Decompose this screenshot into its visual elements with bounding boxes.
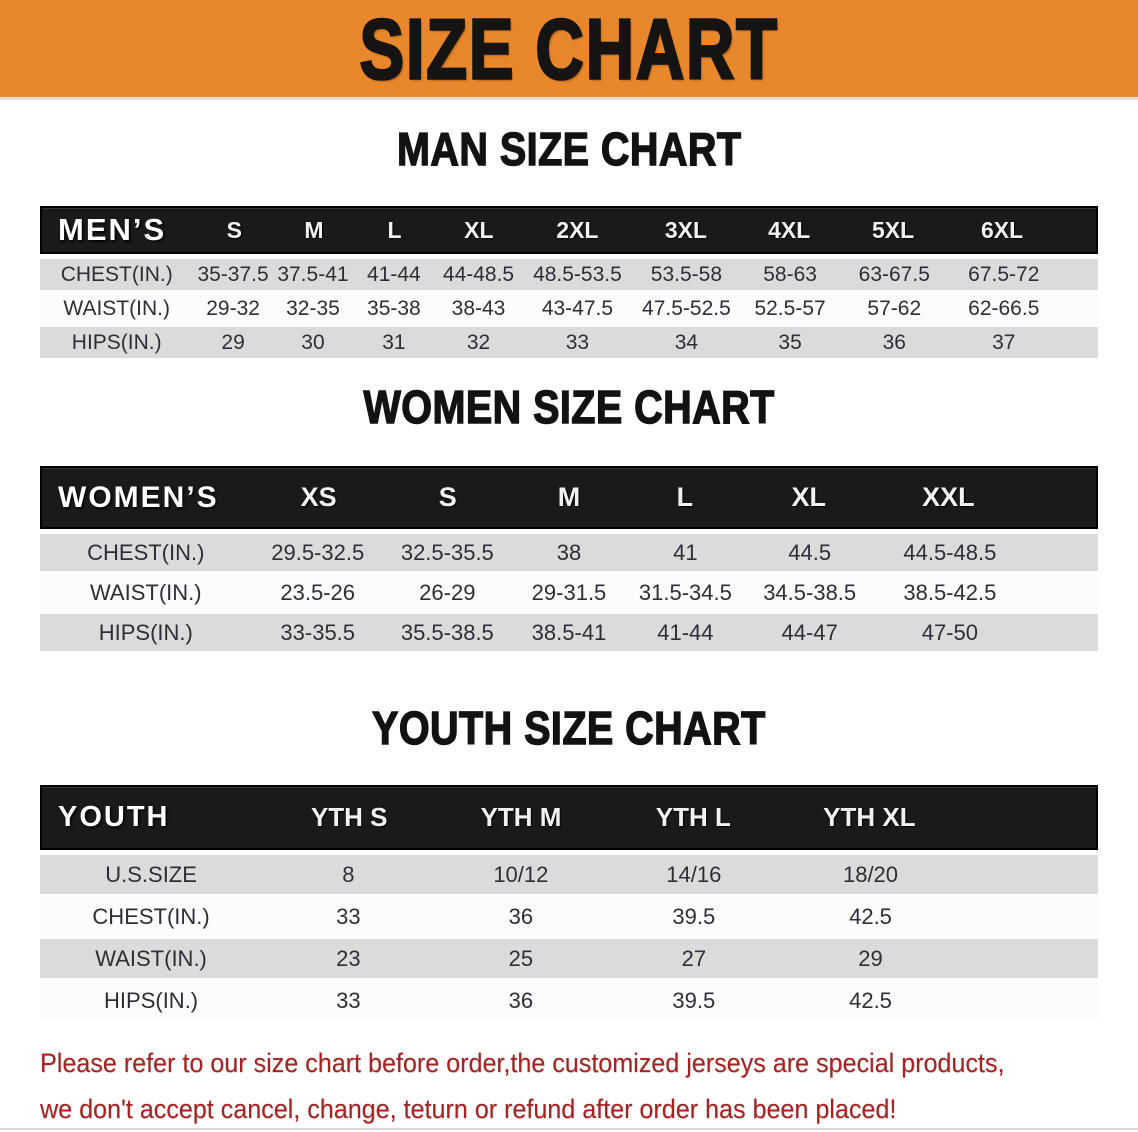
mens-waist-row (40, 290, 1098, 324)
women-section-heading (0, 382, 1138, 444)
size-cell: 33 (336, 987, 361, 1013)
size-cell: 29 (858, 945, 883, 971)
mens-table-header (40, 206, 1098, 254)
womens-corner-label: WOMEN’S (58, 480, 219, 514)
man-section-heading-text: MAN SIZE CHART (396, 123, 742, 175)
size-cell: 44-47 (781, 619, 838, 645)
size-cell: 37 (992, 330, 1016, 354)
size-cell: 36 (882, 330, 906, 354)
size-col-header: XL (791, 482, 827, 512)
size-col-header: YTH XL (823, 802, 916, 832)
size-cell: 42.5 (849, 987, 892, 1013)
women-section-heading-text: WOMEN SIZE CHART (363, 381, 775, 433)
size-col-header: S (438, 482, 457, 512)
size-cell: 23.5-26 (280, 579, 356, 605)
womens-chest-row (40, 531, 1098, 571)
womens-waist-row (40, 571, 1098, 611)
womens-hips-row (40, 611, 1098, 651)
size-cell: 38.5-42.5 (903, 579, 997, 605)
size-cell: 63-67.5 (858, 262, 930, 286)
size-cell: 44-48.5 (442, 262, 515, 286)
size-cell: 29-32 (206, 296, 260, 320)
size-cell: 32 (466, 330, 491, 354)
youth-size-table (40, 785, 1098, 1020)
youth-ussize-row (40, 852, 1098, 894)
size-cell: 31.5-34.5 (638, 579, 732, 605)
size-cell: 32.5-35.5 (400, 539, 494, 565)
size-cell: 29 (221, 330, 245, 354)
row-label: HIPS(IN.) (98, 619, 193, 645)
size-cell: 35 (778, 330, 802, 354)
size-col-header: M (304, 216, 324, 243)
size-cell: 57-62 (867, 296, 922, 320)
size-cell: 34.5-38.5 (763, 579, 857, 605)
size-cell: 29.5-32.5 (271, 539, 365, 565)
size-col-header: 6XL (981, 216, 1024, 243)
size-col-header: 3XL (664, 216, 708, 243)
youth-table-header (40, 785, 1098, 850)
size-cell: 26-29 (419, 579, 476, 605)
banner (0, 0, 1138, 100)
size-col-header: 2XL (556, 216, 599, 243)
bottom-divider (0, 1128, 1138, 1130)
size-col-header: 5XL (871, 216, 915, 243)
size-cell: 38.5-41 (531, 619, 607, 645)
size-cell: 44.5 (788, 539, 832, 565)
youth-chest-row (40, 894, 1098, 936)
size-cell: 36 (508, 987, 534, 1013)
size-col-header: 4XL (768, 216, 811, 243)
size-cell: 44.5-48.5 (903, 539, 997, 565)
womens-table-header (40, 466, 1098, 529)
size-col-header: YTH S (310, 802, 388, 832)
youth-waist-row (40, 936, 1098, 978)
size-cell: 30 (301, 330, 325, 354)
size-cell: 25 (508, 945, 534, 971)
page-title: SIZE CHART (359, 0, 779, 97)
size-cell: 8 (342, 861, 355, 887)
size-cell: 14/16 (666, 861, 722, 887)
youth-corner-label: YOUTH (58, 801, 170, 833)
size-cell: 53.5-58 (650, 262, 723, 286)
size-cell: 47.5-52.5 (642, 296, 731, 320)
size-col-header: YTH L (655, 802, 731, 832)
size-cell: 37.5-41 (277, 262, 349, 286)
size-cell: 39.5 (672, 903, 716, 929)
row-label: WAIST(IN.) (89, 579, 202, 605)
mens-hips-row (40, 324, 1098, 358)
size-col-header: L (676, 482, 694, 512)
man-section-heading (0, 124, 1138, 186)
size-cell: 23 (336, 945, 361, 971)
mens-size-table (40, 206, 1098, 358)
mens-chest-row (40, 256, 1098, 290)
row-label: CHEST(IN.) (87, 539, 205, 565)
womens-size-table (40, 466, 1098, 651)
disclaimer-line-1: Please refer to our size chart before order,the customized jerseys are special products, (40, 1048, 1005, 1078)
size-col-header: YTH M (480, 802, 562, 832)
row-label: WAIST(IN.) (95, 945, 207, 971)
row-label: U.S.SIZE (105, 861, 197, 887)
size-cell: 32-35 (286, 296, 340, 320)
size-cell: 34 (674, 330, 699, 354)
size-col-header: S (226, 216, 243, 243)
size-cell: 39.5 (672, 987, 716, 1013)
size-cell: 43-47.5 (541, 296, 614, 320)
size-cell: 48.5-53.5 (533, 262, 622, 286)
size-col-header: XL (464, 216, 494, 243)
size-cell: 10/12 (493, 861, 549, 887)
size-col-header: XS (300, 482, 337, 512)
size-cell: 41-44 (657, 619, 714, 645)
size-col-header: XXL (922, 482, 975, 512)
size-cell: 33 (565, 330, 590, 354)
size-cell: 67.5-72 (968, 262, 1040, 286)
size-cell: 38-43 (451, 296, 506, 320)
size-cell: 62-66.5 (968, 296, 1040, 320)
size-cell: 52.5-57 (754, 296, 826, 320)
size-cell: 33-35.5 (280, 619, 356, 645)
size-cell: 29-31.5 (531, 579, 607, 605)
row-label: CHEST(IN.) (60, 262, 173, 286)
youth-hips-row (40, 978, 1098, 1020)
row-label: HIPS(IN.) (104, 987, 199, 1013)
row-label: CHEST(IN.) (92, 903, 210, 929)
size-cell: 35.5-38.5 (400, 619, 494, 645)
mens-corner-label: MEN’S (58, 212, 167, 247)
size-cell: 27 (681, 945, 707, 971)
disclaimer (40, 1040, 1138, 1132)
size-cell: 33 (336, 903, 361, 929)
size-col-header: L (387, 216, 402, 243)
size-cell: 41-44 (367, 262, 421, 286)
size-cell: 18/20 (842, 861, 899, 887)
size-col-header: M (557, 482, 581, 512)
size-cell: 58-63 (763, 262, 817, 286)
size-cell: 35-38 (367, 296, 421, 320)
youth-section-heading (0, 703, 1138, 765)
row-label: HIPS(IN.) (71, 330, 162, 354)
size-cell: 38 (556, 539, 582, 565)
row-label: WAIST(IN.) (63, 296, 170, 320)
size-cell: 47-50 (921, 619, 978, 645)
size-cell: 31 (382, 330, 406, 354)
size-cell: 36 (508, 903, 534, 929)
disclaimer-line-2: we don't accept cancel, change, teturn or refund after order has been placed! (40, 1094, 897, 1124)
size-cell: 42.5 (849, 903, 892, 929)
size-cell: 35-37.5 (197, 262, 269, 286)
size-cell: 41 (673, 539, 698, 565)
youth-section-heading-text: YOUTH SIZE CHART (372, 702, 766, 754)
